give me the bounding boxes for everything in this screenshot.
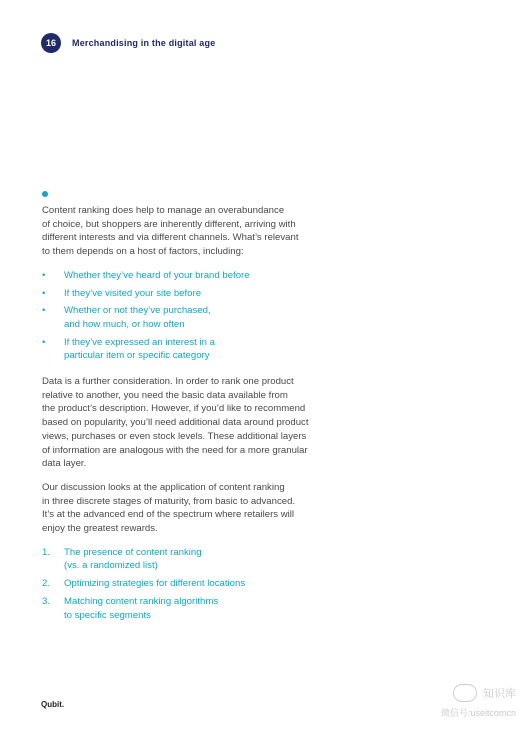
- factors-list: [42, 269, 342, 363]
- page-header: [41, 33, 215, 53]
- list-item: [42, 595, 342, 622]
- watermark-title: 知识库: [483, 688, 516, 700]
- accent-dot: [42, 191, 48, 197]
- list-item-text: If they’ve visited your site before: [64, 287, 202, 299]
- intro-paragraph: Content ranking does help to manage an overabundance of choice, but shoppers are inherently different, arriving with different interests and via different channels. What’s relevant to them depends on a host of factors, including:: [42, 205, 299, 258]
- list-item-text: Matching content ranking algorithms to specific segments: [64, 595, 219, 621]
- list-item: [42, 546, 342, 573]
- wechat-icon: [453, 684, 477, 702]
- bullet-marker: •: [42, 336, 46, 348]
- page-number-badge: 16: [41, 33, 61, 53]
- list-item: [42, 336, 342, 363]
- watermark: [404, 684, 516, 719]
- list-item: [42, 287, 342, 301]
- list-number: 2.: [42, 578, 51, 590]
- list-item-text: If they’ve expressed an interest in a particular item or specific category: [64, 336, 215, 362]
- stages-list: [42, 546, 342, 623]
- bullet-marker: •: [42, 305, 46, 317]
- list-item: [42, 577, 342, 591]
- watermark-subtitle: 微信号:useitcomcn: [440, 708, 516, 718]
- document-title: Merchandising in the digital age: [72, 38, 216, 48]
- list-item-text: Optimizing strategies for different locations: [64, 578, 246, 590]
- list-item-text: Whether they’ve heard of your brand before: [64, 269, 250, 281]
- discussion-paragraph: Our discussion looks at the application of content ranking in three discrete stages of maturity, from basic to advanced. It’s at the advanced end of the spectrum where retailers will enjoy the greatest rewards.: [42, 481, 296, 535]
- main-content: [42, 191, 342, 634]
- list-item: [42, 269, 342, 283]
- list-item: [42, 304, 342, 331]
- bullet-marker: •: [42, 269, 46, 281]
- data-paragraph: Data is a further consideration. In order to rank one product relative to another, you need the basic data available from the product’s description. However, if you’d like to recommend based on popularity, you’ll need additional data around product views, purchases or even stock levels. These additional layers of information are analogous with the need for a more granular data layer.: [42, 376, 309, 470]
- bullet-marker: •: [42, 287, 46, 299]
- qubit-logo: Qubit.: [41, 700, 65, 709]
- list-number: 1.: [42, 546, 51, 558]
- list-item-text: Whether or not they’ve purchased, and how much, or how often: [64, 305, 211, 330]
- list-number: 3.: [42, 595, 51, 607]
- list-item-text: The presence of content ranking (vs. a randomized list): [64, 546, 202, 572]
